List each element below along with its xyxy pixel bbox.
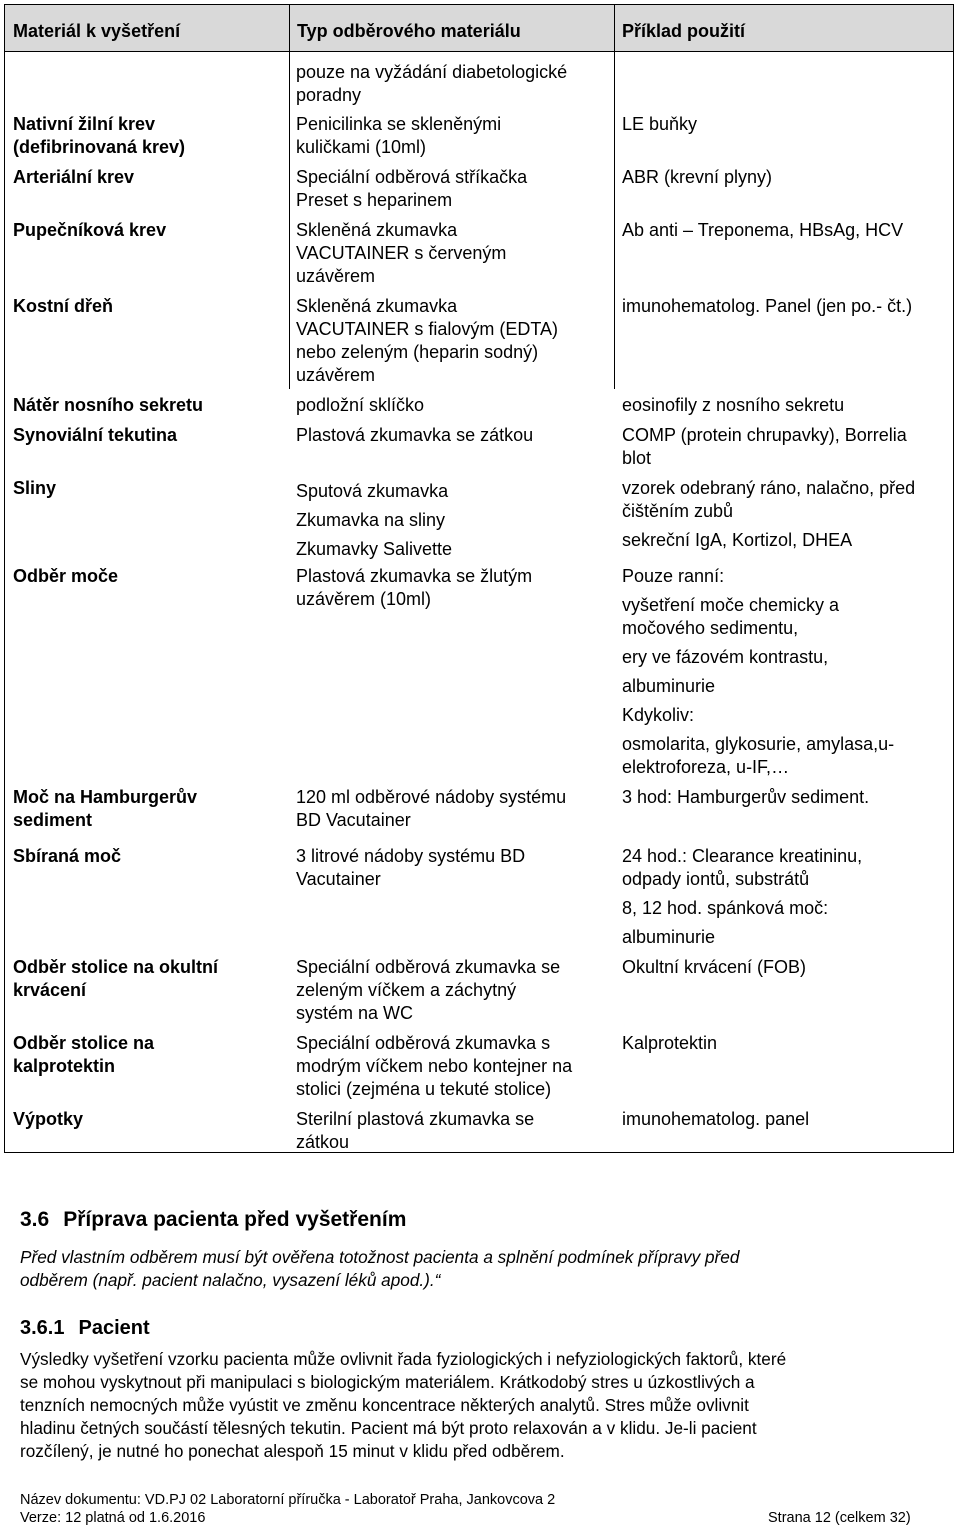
table-row-11-material: Odběr stolice na okultní krvácení	[13, 957, 219, 1000]
table-row-4-material: Kostní dřeň	[13, 296, 114, 316]
table-row-13-example: imunohematolog. panel	[622, 1109, 810, 1129]
table-row-1-material: Nativní žilní krev (defibrinovaná krev)	[13, 114, 186, 157]
table-row-8-type: Plastová zkumavka se žlutým uzávěrem (10ml)	[296, 566, 533, 609]
table-row-9-type: 120 ml odběrové nádoby systému BD Vacutainer	[296, 787, 567, 830]
table-row-5-example: eosinofily z nosního sekretu	[622, 395, 845, 415]
section-title: Příprava pacienta před vyšetřením	[63, 1208, 407, 1231]
table-row-7-example: vzorek odebraný ráno, nalačno, před čištěním zubů sekreční IgA, Kortizol, DHEA	[622, 478, 916, 550]
col-divider-1b	[289, 51, 290, 389]
table-row-7-type: Sputová zkumavka Zkumavka na sliny Zkumavky Salivette	[296, 481, 453, 559]
table-row-9-material: Moč na Hamburgerův sediment	[13, 787, 198, 830]
table-row-3-type: Skleněná zkumavka VACUTAINER s červeným uzávěrem	[296, 220, 507, 286]
subsection-heading	[20, 1317, 150, 1340]
table-row-11-example: Okultní krvácení (FOB)	[622, 957, 807, 977]
footer-version: Verze: 12 platná od 1.6.2016	[20, 1510, 206, 1526]
table-row-11-type: Speciální odběrová zkumavka se zeleným víčkem a záchytný systém na WC	[296, 957, 561, 1023]
table-row-12-material: Odběr stolice na kalprotektin	[13, 1033, 155, 1076]
table-row-10-type: 3 litrové nádoby systému BD Vacutainer	[296, 846, 526, 889]
table-row-1-example: LE buňky	[622, 114, 698, 134]
table-row-2-example: ABR (krevní plyny)	[622, 167, 773, 187]
table-row-0-type: pouze na vyžádání diabetologické poradny	[296, 62, 568, 105]
table-row-1-type: Penicilinka se skleněnými kuličkami (10ml)	[296, 114, 502, 157]
footer-doc-name: Název dokumentu: VD.PJ 02 Laboratorní příručka - Laboratoř Praha, Jankovcova 2	[20, 1492, 556, 1508]
col-divider-1	[289, 5, 290, 51]
table-header	[5, 5, 953, 52]
subsection-title: Pacient	[78, 1317, 150, 1339]
table-row-4-type: Skleněná zkumavka VACUTAINER s fialovým (EDTA) nebo zeleným (heparin sodný) uzávěrem	[296, 296, 559, 385]
table-row-7-material: Sliny	[13, 478, 57, 498]
header-material: Materiál k vyšetření	[13, 21, 181, 41]
specimen-table	[4, 4, 954, 1153]
col-divider-2	[614, 5, 615, 389]
section-heading	[20, 1208, 406, 1232]
table-row-2-material: Arteriální krev	[13, 167, 135, 187]
table-row-8-example: Pouze ranní: vyšetření moče chemicky a močového sedimentu, ery ve fázovém kontrastu, albuminurie Kdykoliv: osmolarita, glykosurie, amylasa,u- elektroforeza, u-IF,…	[622, 566, 895, 777]
footer-page: Strana 12 (celkem 32)	[768, 1510, 911, 1526]
table-row-13-material: Výpotky	[13, 1109, 84, 1129]
header-example: Příklad použití	[622, 21, 746, 41]
table-row-5-material: Nátěr nosního sekretu	[13, 395, 204, 415]
table-row-2-type: Speciální odběrová stříkačka Preset s heparinem	[296, 167, 528, 210]
table-row-10-material: Sbíraná moč	[13, 846, 122, 866]
table-row-5-type: podložní sklíčko	[296, 395, 425, 415]
table-row-12-example: Kalprotektin	[622, 1033, 718, 1053]
section-number: 3.6	[20, 1208, 50, 1231]
table-row-3-material: Pupečníková krev	[13, 220, 167, 240]
table-row-6-example: COMP (protein chrupavky), Borrelia blot	[622, 425, 907, 468]
table-row-4-example: imunohematolog. Panel (jen po.- čt.)	[622, 296, 913, 316]
subsection-number: 3.6.1	[20, 1317, 65, 1339]
table-row-10-example: 24 hod.: Clearance kreatininu, odpady iontů, substrátů 8, 12 hod. spánková moč: albuminurie	[622, 846, 863, 947]
table-row-13-type: Sterilní plastová zkumavka se zátkou	[296, 1109, 535, 1152]
section-paragraph: Před vlastním odběrem musí být ověřena totožnost pacienta a splnění podmínek přípravy před odběrem (např. pacient nalačno, vysazení léků apod.).“	[20, 1247, 740, 1290]
header-type: Typ odběrového materiálu	[297, 21, 521, 41]
table-row-6-type: Plastová zkumavka se zátkou	[296, 425, 534, 445]
table-row-3-example: Ab anti – Treponema, HBsAg, HCV	[622, 220, 904, 240]
table-row-12-type: Speciální odběrová zkumavka s modrým víčkem nebo kontejner na stolici (zejména u tekuté stolice)	[296, 1033, 573, 1099]
table-row-8-material: Odběr moče	[13, 566, 119, 586]
table-row-9-example: 3 hod: Hamburgerův sediment.	[622, 787, 870, 807]
subsection-paragraph: Výsledky vyšetření vzorku pacienta může ovlivnit řada fyziologických i nefyziologických faktorů, které se mohou vyskytnout při manipulaci s biologickým materiálem. Krátkodobý stres u úzkostlivých a tenzních nemocných může vyústit ve změnu koncentrace některých analytů. Stres může ovlivnit hladinu četných součástí tělesných tekutin. Pacient má být proto relaxován a v klidu. Je-li pacient rozčílený, je nutné ho ponechat alespoň 15 minut v klidu před odběrem.	[20, 1349, 787, 1461]
table-row-6-material: Synoviální tekutina	[13, 425, 178, 445]
